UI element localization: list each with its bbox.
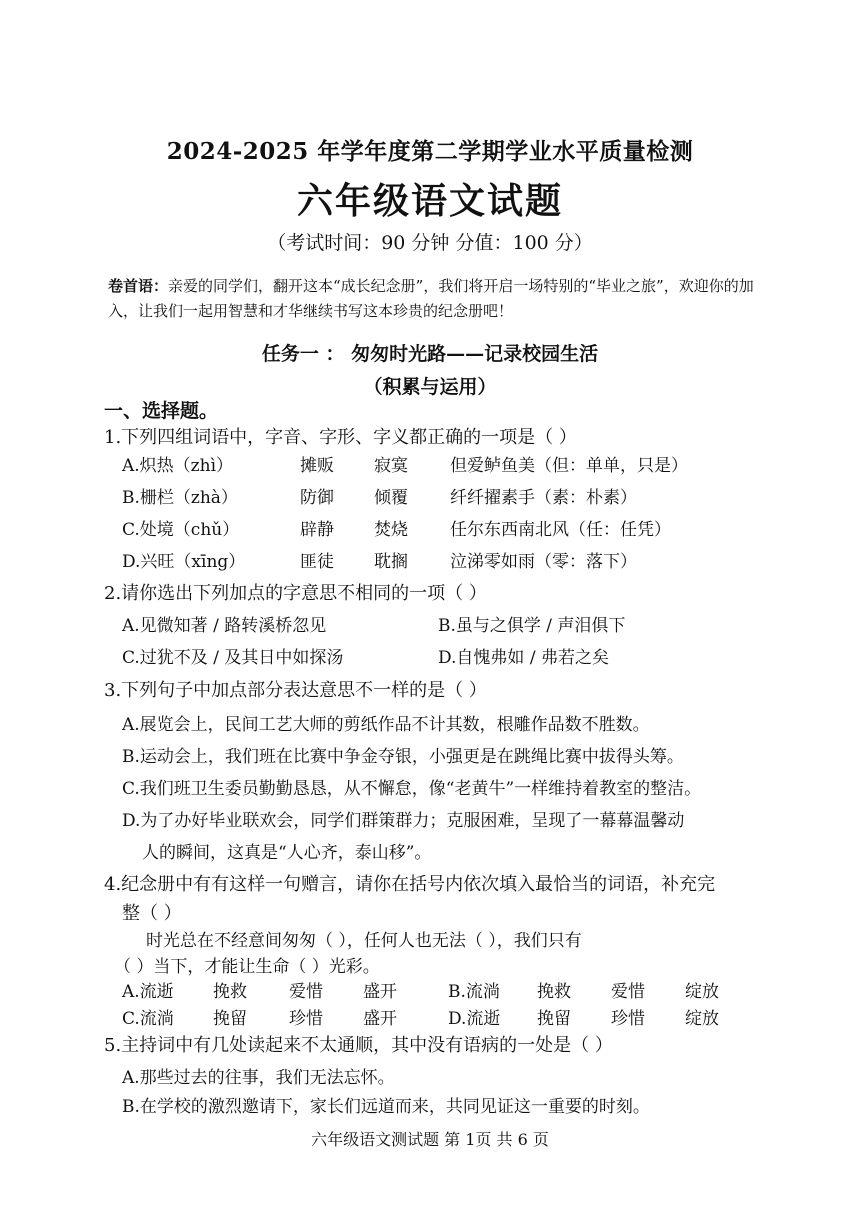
q2-option-d: D.自愧弗如 / 弗若之矣 [438, 648, 609, 668]
task-subtitle: （积累与运用） [363, 376, 497, 398]
q1-row-a-3: 寂寞 [374, 456, 408, 476]
q5-option-a: A.那些过去的往事，我们无法忘怀。 [122, 1068, 395, 1088]
q4-b-3: 爱惜 [611, 982, 645, 1002]
q4-c-3: 珍惜 [289, 1009, 323, 1029]
q4-b-2: 挽救 [537, 982, 571, 1002]
task-title: 任务一 ： 匆匆时光路——记录校园生活 [261, 343, 599, 365]
q4-c-2: 挽留 [213, 1009, 247, 1029]
question-4-stem-cont: 整（ ） [122, 903, 182, 924]
q1-row-b-2: 防御 [300, 488, 334, 508]
q1-row-a-1: A.炽热（zhì） [122, 456, 234, 476]
q1-row-d-3: 耽搁 [374, 552, 408, 572]
question-5-stem: 5.主持词中有几处读起来不太通顺，其中没有语病的一处是（ ） [104, 1035, 613, 1056]
page-footer: 六年级语文测试题 第 1页 共 6 页 [311, 1130, 549, 1149]
section-heading: 一、选择题。 [104, 400, 219, 422]
q1-row-b-3: 倾覆 [374, 488, 408, 508]
q2-option-c: C.过犹不及 / 及其日中如探汤 [122, 648, 344, 668]
q3-option-d-cont: 人的瞬间，这真是“人心齐，泰山移”。 [142, 843, 432, 863]
q4-a-1: A.流逝 [122, 982, 174, 1002]
q1-row-d-4: 泣涕零如雨（零：落下） [450, 552, 637, 572]
q1-row-c-4: 任尔东西南北风（任：任凭） [450, 520, 671, 540]
q3-option-d: D.为了办好毕业联欢会，同学们群策群力；克服困难，呈现了一幕幕温馨动 [122, 811, 685, 831]
q4-c-4: 盛开 [363, 1009, 397, 1029]
exam-header-line: 2024-2025 年学年度第二学期学业水平质量检测 [166, 138, 694, 165]
q4-a-3: 爱惜 [289, 982, 323, 1002]
q3-option-a: A.展览会上，民间工艺大师的剪纸作品不计其数，根雕作品数不胜数。 [122, 715, 650, 735]
q4-d-1: D.流逝 [448, 1009, 501, 1029]
q1-row-b-4: 纤纤擢素手（素：朴素） [450, 488, 637, 508]
preface-label: 卷首语： [108, 277, 169, 295]
q1-row-a-4: 但爱鲈鱼美（但：单单，只是） [450, 456, 688, 476]
question-4-stem: 4.纪念册中有有这样一句赠言，请你在括号内依次填入最恰当的词语，补充完 [104, 874, 716, 895]
q4-d-4: 绽放 [685, 1009, 719, 1029]
q1-row-c-2: 辟静 [300, 520, 334, 540]
q1-row-d-2: 匪徒 [300, 552, 334, 572]
q1-row-c-1: C.处境（chǔ） [122, 520, 240, 540]
question-3-stem: 3.下列句子中加点部分表达意思不一样的是（ ） [104, 680, 487, 701]
q5-option-b: B.在学校的激烈邀请下，家长们远道而来，共同见证这一重要的时刻。 [122, 1097, 650, 1117]
q3-option-b: B.运动会上，我们班在比赛中争金夺银，小强更是在跳绳比赛中拔得头筹。 [122, 747, 684, 767]
q4-a-4: 盛开 [363, 982, 397, 1002]
q2-option-a: A.见微知著 / 路转溪桥忽见 [122, 616, 327, 636]
q4-a-2: 挽救 [213, 982, 247, 1002]
q3-option-c: C.我们班卫生委员勤勤恳恳，从不懈怠，像“老黄牛”一样维持着教室的整洁。 [122, 779, 702, 799]
q4-fill-line-2: （ ）当下，才能让生命（ ）光彩。 [114, 957, 380, 977]
q4-d-2: 挽留 [537, 1009, 571, 1029]
question-1-stem: 1.下列四组词语中，字音、字形、字义都正确的一项是（ ） [104, 427, 577, 448]
q4-b-1: B.流淌 [448, 982, 500, 1002]
q1-row-d-1: D.兴旺（xīng） [122, 552, 246, 572]
exam-info: （考试时间：90 分钟 分值：100 分） [267, 232, 593, 254]
preface [108, 274, 756, 324]
q2-option-b: B.虽与之俱学 / 声泪俱下 [438, 616, 626, 636]
q1-row-c-3: 焚烧 [374, 520, 408, 540]
preface-text: 亲爱的同学们，翻开这本“成长纪念册”，我们将开启一场特别的“毕业之旅”，欢迎你的加入，让我们一起用智慧和才华继续书写这本珍贵的纪念册吧！ [108, 277, 754, 320]
q1-row-a-2: 摊贩 [300, 456, 334, 476]
q4-d-3: 珍惜 [611, 1009, 645, 1029]
q4-c-1: C.流淌 [122, 1009, 174, 1029]
question-2-stem: 2.请你选出下列加点的字意思不相同的一项（ ） [104, 583, 487, 604]
exam-title: 六年级语文试题 [296, 180, 563, 222]
q4-b-4: 绽放 [685, 982, 719, 1002]
q1-row-b-1: B.栅栏（zhà） [122, 488, 238, 508]
q4-fill-line-1: 时光总在不经意间匆匆（ ），任何人也无法（ ），我们只有 [146, 931, 582, 951]
